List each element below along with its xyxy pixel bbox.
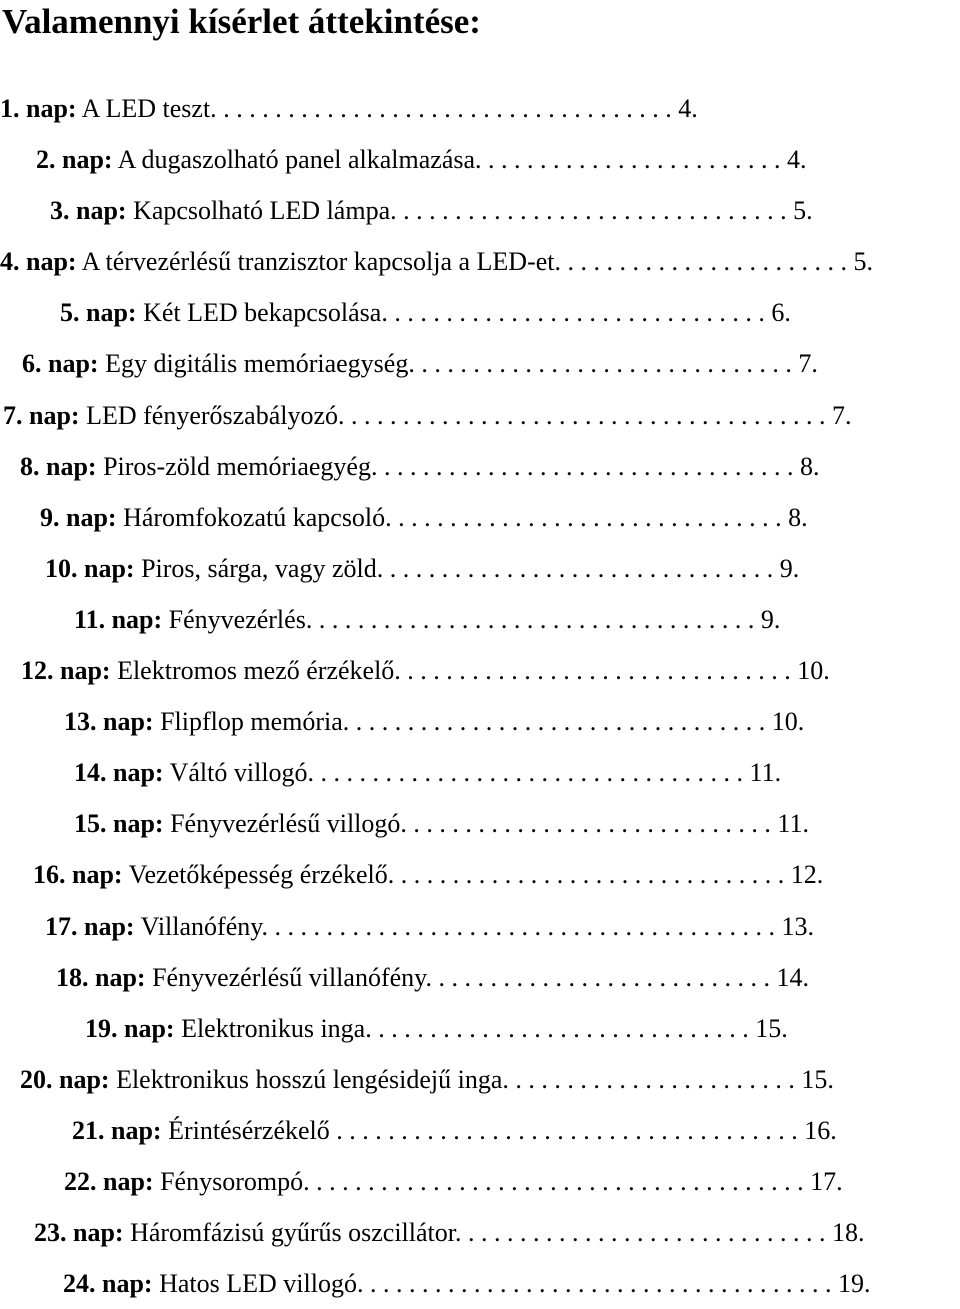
entry-number: 11. bbox=[74, 604, 106, 634]
entry-page-number: 8. bbox=[799, 451, 820, 481]
entry-nap-label: nap: bbox=[60, 656, 111, 686]
entry-title: Érintésérzékelő bbox=[168, 1115, 330, 1145]
entry-page-number: 14. bbox=[776, 962, 809, 992]
entry-page-number: 11. bbox=[749, 758, 782, 788]
toc-entry bbox=[0, 1003, 960, 1054]
entry-page-number: 16. bbox=[804, 1115, 837, 1145]
entry-page-number: 4. bbox=[787, 145, 807, 175]
entry-title: A dugaszolható panel alkalmazása. bbox=[117, 145, 482, 175]
dot-leader: . . . . . . . . . . . . . . . . . . . . . . . . . . . . . bbox=[414, 349, 799, 379]
entry-title: A térvezérlésű tranzisztor kapcsolja a LED-et. bbox=[81, 247, 561, 277]
entry-page-number: 13. bbox=[781, 911, 815, 941]
entry-nap-label: nap: bbox=[84, 553, 135, 583]
toc-entry bbox=[0, 543, 960, 594]
dot-leader: . . . . . . . . . . . . . . . . . . . . . . bbox=[508, 1064, 802, 1094]
entry-number: 2. bbox=[36, 145, 56, 175]
entry-nap-label: nap: bbox=[113, 758, 164, 788]
entry-number: 15. bbox=[74, 809, 107, 839]
entry-nap-label: nap: bbox=[103, 1166, 154, 1196]
dot-leader: . . . . . . . . . . . . . . . . . . . . . . . . . . . . . . bbox=[391, 502, 789, 532]
entry-page-number: 12. bbox=[790, 860, 824, 890]
entry-nap-label: nap: bbox=[29, 400, 80, 430]
dot-leader: . . . . . . . . . . . . . . . . . . . . . . . . . . . . . bbox=[371, 1013, 756, 1043]
entry-nap-label: nap: bbox=[26, 94, 77, 123]
entry-title: Két LED bekapcsolása. bbox=[143, 298, 388, 328]
dot-leader: . . . . . . . . . . . . . . . . . . . . . . bbox=[561, 247, 854, 277]
entry-number: 23. bbox=[34, 1218, 67, 1248]
toc-entry bbox=[0, 236, 960, 287]
entry-number: 14. bbox=[74, 758, 107, 788]
entry-title: LED fényerőszabályozó. bbox=[86, 400, 345, 430]
toc-entry bbox=[0, 594, 960, 645]
entry-title: Piros, sárga, vagy zöld. bbox=[141, 553, 384, 583]
entry-title: Fényvezérlés. bbox=[168, 604, 313, 634]
entry-number: 24. bbox=[63, 1269, 96, 1299]
entry-page-number: 17. bbox=[810, 1166, 843, 1196]
toc-entry bbox=[0, 645, 960, 696]
entry-nap-label: nap: bbox=[26, 247, 77, 277]
entry-nap-label: nap: bbox=[102, 1269, 153, 1299]
dot-leader: . . . . . . . . . . . . . . . . . . . . . . . . . . . . . . . . . . . bbox=[216, 94, 679, 123]
toc-entry bbox=[0, 1156, 960, 1207]
entry-nap-label: nap: bbox=[62, 145, 113, 175]
toc-entry bbox=[0, 747, 960, 798]
dot-leader: . . . . . . . . . . . . . . . . . . . . . . . . . . . . . . bbox=[394, 860, 791, 890]
entry-number: 7. bbox=[3, 400, 23, 430]
toc-entry bbox=[0, 134, 960, 185]
toc-entry bbox=[0, 798, 960, 849]
table-of-contents bbox=[0, 83, 960, 1309]
entry-nap-label: nap: bbox=[59, 1064, 110, 1094]
entry-title: Villanófény. bbox=[140, 911, 269, 941]
entry-number: 1. bbox=[0, 94, 20, 123]
entry-number: 13. bbox=[64, 707, 97, 737]
dot-leader: . . . . . . . . . . . . . . . . . . . . . . . . . . . . . . bbox=[400, 656, 798, 686]
entry-title: Fénysorompó. bbox=[160, 1166, 310, 1196]
dot-leader: . . . . . . . . . . . . . . . . . . . . . . . . . . . . . . . . . . bbox=[312, 604, 761, 634]
entry-number: 6. bbox=[22, 349, 42, 379]
entry-nap-label: nap: bbox=[111, 1115, 162, 1145]
entry-number: 5. bbox=[60, 298, 80, 328]
toc-entry bbox=[0, 287, 960, 338]
entry-title: Fényvezérlésű villanófény. bbox=[152, 962, 432, 992]
dot-leader: . . . . . . . . . . . . . . . . . . . . . . . . . . . . . bbox=[387, 298, 772, 328]
entry-nap-label: nap: bbox=[124, 1013, 175, 1043]
entry-page-number: 4. bbox=[678, 94, 698, 123]
entry-number: 20. bbox=[20, 1064, 53, 1094]
entry-page-number: 6. bbox=[771, 298, 791, 328]
entry-title: Elektromos mező érzékelő. bbox=[117, 656, 401, 686]
entry-nap-label: nap: bbox=[84, 911, 135, 941]
dot-leader: . . . . . . . . . . . . . . . . . . . . . . . . . . . . . . . . bbox=[349, 707, 772, 737]
dot-leader: . . . . . . . . . . . . . . . . . . . . . . . . . . . . . . . . . . . . . . . bbox=[268, 911, 782, 941]
entry-number: 16. bbox=[33, 860, 66, 890]
entry-page-number: 18. bbox=[832, 1218, 865, 1248]
entry-page-number: 5. bbox=[853, 247, 873, 277]
toc-entry bbox=[0, 952, 960, 1003]
entry-nap-label: nap: bbox=[86, 298, 137, 328]
entry-nap-label: nap: bbox=[76, 196, 127, 226]
toc-entry bbox=[0, 1258, 960, 1309]
dot-leader: . . . . . . . . . . . . . . . . . . . . . . . . . . . . . . . . . . . . . bbox=[344, 400, 833, 430]
toc-entry bbox=[0, 441, 960, 492]
entry-page-number: 11. bbox=[777, 809, 809, 839]
dot-leader: . . . . . . . . . . . . . . . . . . . . . . . . . . . . . . bbox=[396, 196, 794, 226]
page-title: Valamennyi kísérlet áttekintése: bbox=[2, 2, 481, 41]
entry-title: Váltó villogó. bbox=[169, 758, 315, 788]
entry-nap-label: nap: bbox=[66, 502, 117, 532]
entry-title: Háromfázisú gyűrűs oszcillátor. bbox=[130, 1218, 462, 1248]
entry-number: 4. bbox=[0, 247, 20, 277]
toc-entry bbox=[0, 83, 960, 134]
toc-entry bbox=[0, 696, 960, 747]
entry-number: 9. bbox=[40, 502, 60, 532]
entry-number: 22. bbox=[64, 1166, 97, 1196]
entry-page-number: 5. bbox=[793, 196, 813, 226]
dot-leader: . . . . . . . . . . . . . . . . . . . . . . . . . . . . . . bbox=[383, 553, 780, 583]
toc-entry bbox=[0, 1207, 960, 1258]
toc-entry bbox=[0, 338, 960, 389]
toc-entry bbox=[0, 849, 960, 900]
entry-number: 12. bbox=[21, 656, 54, 686]
dot-leader: . . . . . . . . . . . . . . . . . . . . . . . . . . . . . . . . . . . . bbox=[329, 1115, 805, 1145]
entry-title: Háromfokozatú kapcsoló. bbox=[123, 502, 392, 532]
entry-page-number: 10. bbox=[797, 656, 830, 686]
entry-page-number: 8. bbox=[788, 502, 808, 532]
entry-title: Hatos LED villogó. bbox=[159, 1269, 364, 1299]
entry-page-number: 9. bbox=[760, 604, 781, 634]
entry-title: Egy digitális memóriaegység. bbox=[105, 349, 415, 379]
dot-leader: . . . . . . . . . . . . . . . . . . . . . . . . . . . . . . . . . bbox=[314, 758, 750, 788]
dot-leader: . . . . . . . . . . . . . . . . . . . . . . . bbox=[481, 145, 788, 175]
toc-entry bbox=[0, 1105, 960, 1156]
toc-entry bbox=[0, 390, 960, 441]
entry-number: 10. bbox=[45, 553, 78, 583]
entry-nap-label: nap: bbox=[72, 860, 123, 890]
entry-nap-label: nap: bbox=[111, 604, 163, 634]
entry-number: 21. bbox=[72, 1115, 105, 1145]
entry-page-number: 7. bbox=[832, 400, 852, 430]
entry-title: Vezetőképesség érzékelő. bbox=[128, 860, 395, 890]
dot-leader: . . . . . . . . . . . . . . . . . . . . . . . . . . . . bbox=[406, 809, 778, 839]
entry-title: Fényvezérlésű villogó. bbox=[170, 809, 407, 839]
entry-page-number: 10. bbox=[771, 707, 805, 737]
entry-page-number: 9. bbox=[779, 553, 800, 583]
entry-number: 3. bbox=[50, 196, 70, 226]
entry-nap-label: nap: bbox=[95, 962, 146, 992]
entry-title: Elektronikus hosszú lengésidejű inga. bbox=[116, 1064, 509, 1094]
entry-nap-label: nap: bbox=[73, 1218, 124, 1248]
entry-nap-label: nap: bbox=[48, 349, 99, 379]
entry-nap-label: nap: bbox=[46, 451, 97, 481]
entry-number: 8. bbox=[20, 451, 40, 481]
toc-entry bbox=[0, 901, 960, 952]
entry-page-number: 15. bbox=[801, 1064, 834, 1094]
dot-leader: . . . . . . . . . . . . . . . . . . . . . . . . . . . . bbox=[461, 1218, 832, 1248]
entry-title: Piros-zöld memóriaegyég. bbox=[103, 451, 378, 481]
entry-number: 18. bbox=[56, 962, 89, 992]
dot-leader: . . . . . . . . . . . . . . . . . . . . . . . . . . . . . . . . . . . . . . bbox=[309, 1166, 811, 1196]
entry-title: Flipflop memória. bbox=[160, 707, 350, 737]
dot-leader: . . . . . . . . . . . . . . . . . . . . . . . . . . . . . . . . . . . . bbox=[363, 1269, 838, 1299]
entry-title: Kapcsolható LED lámpa. bbox=[133, 196, 397, 226]
entry-page-number: 7. bbox=[798, 349, 818, 379]
entry-title: A LED teszt. bbox=[81, 94, 217, 123]
dot-leader: . . . . . . . . . . . . . . . . . . . . . . . . . . bbox=[431, 962, 777, 992]
dot-leader: . . . . . . . . . . . . . . . . . . . . . . . . . . . . . . . . bbox=[377, 451, 800, 481]
toc-entry bbox=[0, 1054, 960, 1105]
entry-number: 17. bbox=[45, 911, 78, 941]
entry-nap-label: nap: bbox=[113, 809, 164, 839]
entry-number: 19. bbox=[85, 1013, 118, 1043]
toc-entry bbox=[0, 492, 960, 543]
entry-page-number: 15. bbox=[755, 1013, 788, 1043]
entry-page-number: 19. bbox=[837, 1269, 871, 1299]
entry-nap-label: nap: bbox=[103, 707, 154, 737]
toc-entry bbox=[0, 185, 960, 236]
entry-title: Elektronikus inga. bbox=[181, 1013, 372, 1043]
